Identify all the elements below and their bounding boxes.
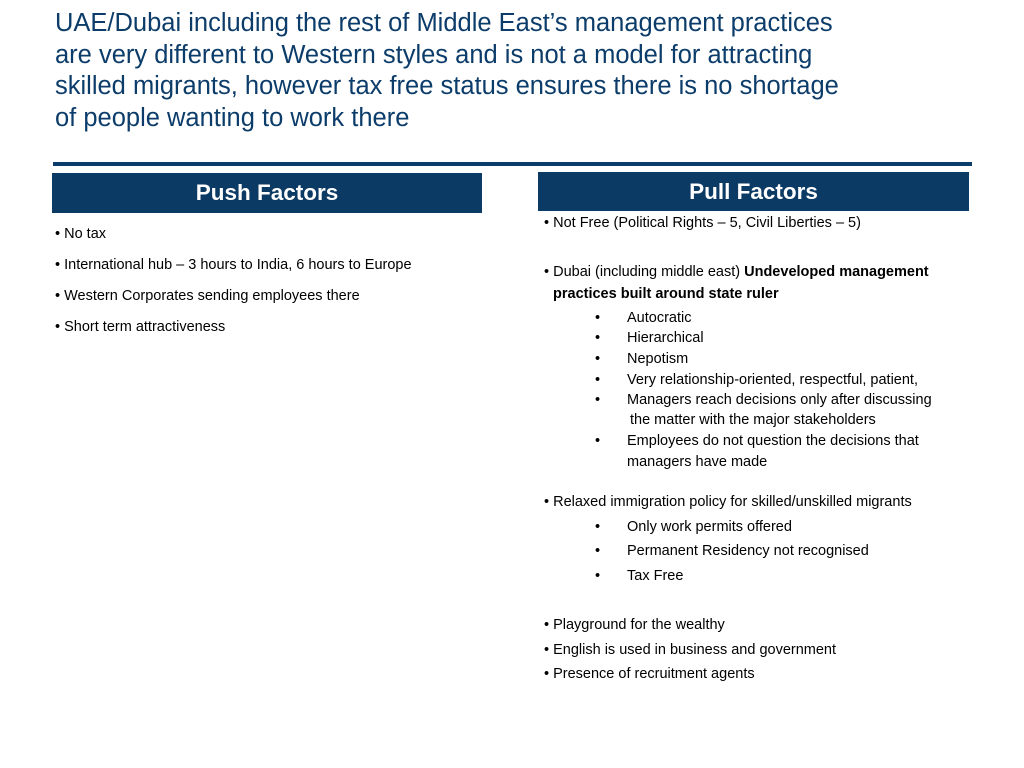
pull-item-dubai-line2: [553, 286, 779, 302]
title-divider: [53, 162, 972, 166]
sub-item-text: Hierarchical: [627, 330, 704, 346]
push-item-short-term: • Short term attractiveness: [55, 319, 226, 335]
sub-bullet-marker: •: [595, 543, 601, 559]
sub-bullet-marker: •: [595, 372, 601, 388]
push-factors-header: Push Factors: [52, 173, 482, 213]
sub-item-text: Tax Free: [627, 568, 684, 584]
sub-bullet-marker: •: [595, 310, 601, 326]
pull-item-not-free: • Not Free (Political Rights – 5, Civil Liberties – 5): [544, 215, 861, 231]
sub-bullet-marker: •: [595, 519, 601, 535]
sub-item-text: Autocratic: [627, 310, 692, 326]
push-item-international-hub: • International hub – 3 hours to India, 6 hours to Europe: [55, 257, 412, 273]
sub-item-text: Very relationship-oriented, respectful, patient,: [627, 372, 918, 388]
sub-item-text: Permanent Residency not recognised: [627, 543, 869, 559]
pull-item-dubai-text: • Dubai (including middle east): [544, 264, 745, 280]
push-item-western-corporates: • Western Corporates sending employees there: [55, 288, 360, 304]
pull-item-recruitment: • Presence of recruitment agents: [544, 666, 755, 682]
sub-item-text: Only work permits offered: [627, 519, 792, 535]
sub-item-text: Managers reach decisions only after discussing: [627, 392, 932, 408]
sub-bullet-marker: •: [595, 392, 601, 408]
push-item-no-tax: • No tax: [55, 226, 107, 242]
pull-item-dubai-management: [544, 264, 929, 280]
pull-item-dubai-bold-1: Undeveloped management: [744, 264, 929, 280]
sub-bullet-marker: •: [595, 330, 601, 346]
sub-item-text: managers have made: [627, 454, 768, 470]
sub-bullet-marker: •: [595, 351, 601, 367]
slide-title: UAE/Dubai including the rest of Middle East’s management practices are very different to Western styles and is not a model for attracting skilled migrants, however tax free status ensures there is no shortage of people wanting to work there: [55, 9, 839, 132]
sub-bullet-marker: •: [595, 433, 601, 449]
sub-bullet-marker: •: [595, 568, 601, 584]
pull-item-english: • English is used in business and government: [544, 642, 837, 658]
pull-item-dubai-bold-2: practices built around state ruler: [553, 286, 779, 302]
pull-item-immigration: • Relaxed immigration policy for skilled/unskilled migrants: [544, 494, 912, 510]
pull-item-playground: • Playground for the wealthy: [544, 617, 725, 633]
sub-item-text: Nepotism: [627, 351, 689, 367]
pull-factors-header: Pull Factors: [538, 172, 969, 211]
sub-item-text: Employees do not question the decisions that: [627, 433, 919, 449]
sub-item-text: the matter with the major stakeholders: [630, 412, 876, 428]
